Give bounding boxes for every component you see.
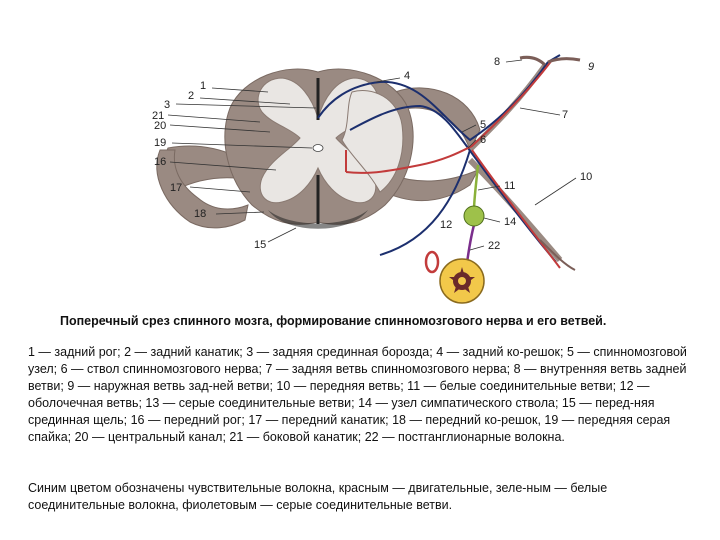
label-9: 9 [588,61,595,73]
label-7: 7 [562,109,569,121]
leader-22 [470,246,484,250]
label-2: 2 [188,90,195,102]
label-11: 11 [504,180,516,192]
label-4: 4 [404,70,411,82]
leader-15 [268,228,296,242]
label-19: 19 [154,137,167,149]
label-14: 14 [504,216,517,228]
label-10: 10 [580,171,593,183]
medial-branch [520,57,545,65]
motor-fiber-2 [472,150,560,268]
leader-10 [535,178,576,205]
figure-legend: 1 — задний рог; 2 — задний канатик; 3 — задняя срединная борозда; 4 — задний ко-решок; 5 — спинномозговой узел; 6 — ствол спинномозгового нерва; 7 — задняя ветвь спинномозгового нерва; 8 — внутренняя ветвь задней ветви; 9 — наружная ветвь зад-ней ветви; 10 — передняя ветвь; 11 — белые соединительные ветви; 12 — оболочечная ветвь; 13 — серые соединительные ветви; 14 — узел симпатического ствола; 15 — перед-няя срединная щель; 16 — передний рог; 17 — передний канатик; 18 — передний ко-решок, 19 — передняя серая спайка; 20 — центральный канал; 21 — боковой канатик; 22 — постганглионарные волокна. [28,345,687,444]
leader-8 [506,60,522,62]
central-canal [313,145,323,152]
lateral-branch [548,59,580,62]
label-1: 1 [200,80,207,92]
label-18: 18 [194,208,207,220]
leader-14 [484,218,500,222]
label-16: 16 [154,156,167,168]
color-note: Синим цветом обозначены чувствительные волокна, красным — двигательные, зеле-ным — белые соединительные волокна, фиолетовым — серые соединительные ветви. [28,481,608,512]
label-20: 20 [154,120,167,132]
label-6: 6 [480,134,487,146]
label-15: 15 [254,239,267,251]
leader-7 [520,108,560,115]
figure-caption: Поперечный срез спинного мозга, формирование спинномозгового нерва и его ветвей. [60,314,607,328]
meningeal-loop [426,252,438,272]
label-17: 17 [170,182,183,194]
label-3: 3 [164,99,171,111]
label-21: 21 [152,110,165,122]
label-12: 12 [440,219,453,231]
label-5: 5 [480,119,487,131]
label-8: 8 [494,56,501,68]
label-22: 22 [488,240,501,252]
sympathetic-ganglion [464,206,484,226]
